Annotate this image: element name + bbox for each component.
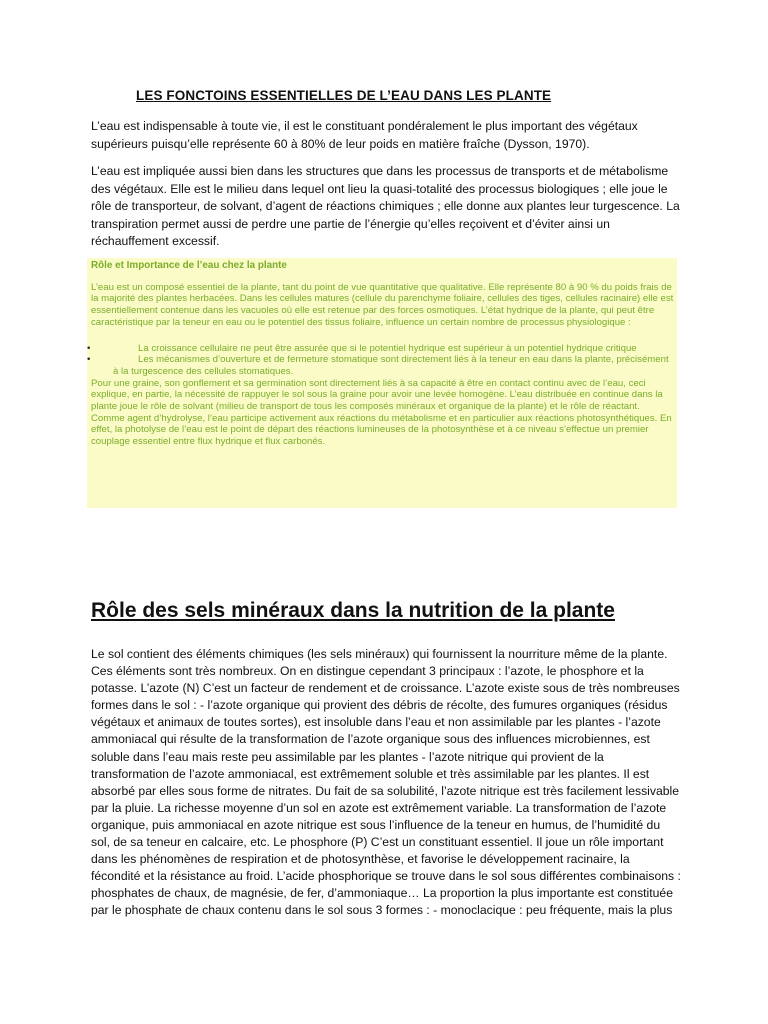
list-item-text: Les mécanismes d’ouverture et de fermeture stomatique sont directement liés à la teneur en eau dans la plante, précisément à la turgescence des cellules stomatiques. [113, 354, 669, 377]
highlighted-excerpt [87, 258, 677, 508]
list-item [87, 342, 675, 355]
excerpt-paragraph-seed: Pour une graine, son gonflement et sa germination sont directement liés à sa capacité à être en contact continu avec de l’eau, ceci explique, en partie, la nécessité de rappuyer le sol sous la graine pour avoir une levée homogène. L’eau distribuée en continue dans la plante joue le rôle de solvant (milieu de transport de tous les composés minéraux et organique de la plante) et le rôle de réactant. Comme agent d’hydrolyse, l’eau participe activement aux réactions du métabolisme et en particulier aux réactions photosynthétiques. En effet, la photolyse de l’eau est le point de départ des réactions lumineuses de la photosynthèse et à ce niveau s’effectue un premier couplage essentiel entre flux hydrique et flux carbonés. [91, 377, 672, 448]
section-title: LES FONCTOINS ESSENTIELLES DE L’EAU DANS LES PLANTE [136, 88, 552, 103]
list-item-text: La croissance cellulaire ne peut être assurée que si le potentiel hydrique est supérieur à un potentiel hydrique critique [138, 342, 637, 354]
intro-paragraph: L’eau est indispensable à toute vie, il est le constituant pondéralement le plus important des végétaux supérieurs puisqu’elle représente 60 à 80% de leur poids en matière fraîche (Dysson, 1970). [91, 119, 638, 151]
excerpt-paragraph: L’eau est un composé essentiel de la plante, tant du point de vue quantitative que qualitative. Elle représente 80 à 90 % du poids frais de la majorité des plantes herbacées. Dans les cellules matures (cellule du parenchyme foliaire, cellules des tiges, cellules racinaire) elle est essentiellement contenue dans les vacuoles où elle est retenue par des forces osmotiques. L’état hydrique de la plante, qui peut être caractéristique par la teneur en eau ou le potentiel des tissus foliaire, influence un certain nombre de processus physiologique : [91, 281, 674, 328]
excerpt-heading: Rôle et Importance de l’eau chez la plante [91, 260, 287, 271]
list-item [87, 354, 675, 377]
highlighted-excerpt-body [87, 258, 675, 448]
excerpt-bullet-list [87, 342, 675, 378]
mineral-salts-paragraph: Le sol contient des éléments chimiques (les sels minéraux) qui fournissent la nourriture même de la plante. Ces éléments sont très nombreux. On en distingue cependant 3 principaux : l’azote, le phosphore et la potasse. L’azote (N) C’est un facteur de rendement et de croissance. L’azote existe sous de très nombreuses formes dans le sol : - l’azote organique qui provient des débris de récolte, des fumures organiques (résidus végétaux et animaux de toutes sortes), est insoluble dans l’eau et non assimilable par les plantes - l’azote ammoniacal qui résulte de la transformation de l’azote organique sous des influences microbiennes, est soluble dans l’eau mais reste peu assimilable par les plantes - l’azote nitrique qui provient de la transformation de l’azote ammoniacal, est extrêmement soluble et très assimilable par les plantes. Il est absorbé par elles sous forme de nitrates. Du fait de sa solubilité, l’azote nitrique est très facilement lessivable par la pluie. La richesse moyenne d’un sol en azote est extrêmement variable. La transformation de l’azote organique, puis ammoniacal en azote nitrique est sous l’influence de la teneur en humus, de l’humidité du sol, de sa teneur en calcaire, etc. Le phosphore (P) C’est un constituant essentiel. Il joue un rôle important dans les phénomènes de respiration et de photosynthèse, et favorise le développement racinaire, la fécondité et la résistance au froid. L’acide phosphorique se trouve dans le sol sous différentes combinaisons : phosphates de chaux, de magnésie, de fer, d’ammoniaque… La proportion la plus importante est constituée par le phosphate de chaux contenu dans le sol sous 3 formes : - monoclacique : peu fréquente, mais la plus [91, 647, 681, 918]
water-role-paragraph: L’eau est impliquée aussi bien dans les structures que dans les processus de transports et de métabolisme des végétaux. Elle est le milieu dans lequel ont lieu la quasi-totalité des processus biologiques ; elle joue le rôle de transporteur, de solvant, d’agent de réactions chimiques ; elle donne aux plantes leur turgescence. La transpiration permet aussi de perdre une partie de l’énergie qu’elles reçoivent et d’éviter ainsi un réchauffement excessif. [91, 164, 680, 248]
section-heading-mineral-salts: Rôle des sels minéraux dans la nutrition de la plante [91, 599, 615, 622]
bullet-icon: • [87, 342, 91, 354]
bullet-icon: • [87, 354, 91, 366]
